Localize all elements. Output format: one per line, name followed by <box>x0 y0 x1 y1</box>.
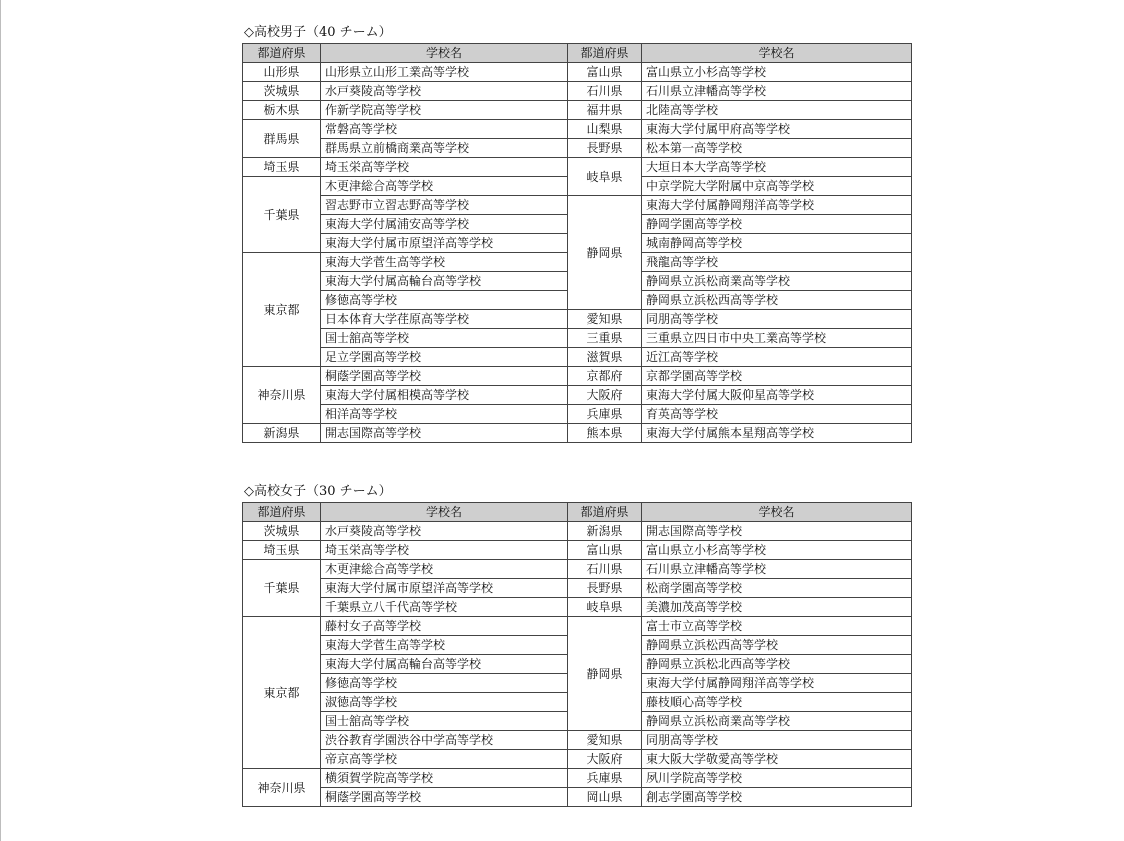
section-title-boys: ◇高校男子（40 チーム） <box>244 25 392 40</box>
table-row <box>243 731 912 750</box>
table-row <box>243 158 912 177</box>
school-cell: 富士市立高等学校 <box>642 617 912 636</box>
prefecture-cell: 神奈川県 <box>243 769 321 807</box>
school-cell: 藤村女子高等学校 <box>321 617 568 636</box>
page-edge-line <box>0 0 1 841</box>
school-cell: 東海大学菅生高等学校 <box>321 636 568 655</box>
school-cell: 静岡県立浜松西高等学校 <box>642 291 912 310</box>
school-cell: 開志国際高等学校 <box>642 522 912 541</box>
table-row <box>243 101 912 120</box>
prefecture-cell: 神奈川県 <box>243 367 321 424</box>
table-row <box>243 139 912 158</box>
school-cell: 東海大学付属高輪台高等学校 <box>321 272 568 291</box>
school-cell: 日本体育大学荏原高等学校 <box>321 310 568 329</box>
school-cell: 東海大学菅生高等学校 <box>321 253 568 272</box>
prefecture-cell: 東京都 <box>243 617 321 769</box>
school-cell: 山形県立山形工業高等学校 <box>321 63 568 82</box>
header-prefecture: 都道府県 <box>568 503 642 522</box>
table-row <box>243 788 912 807</box>
boys-section <box>242 25 911 443</box>
header-school: 学校名 <box>642 503 912 522</box>
prefecture-cell: 新潟県 <box>243 424 321 443</box>
school-cell: 水戸葵陵高等学校 <box>321 82 568 101</box>
table-row <box>243 769 912 788</box>
school-cell: 静岡学園高等学校 <box>642 215 912 234</box>
prefecture-cell: 石川県 <box>568 82 642 101</box>
section-title-girls: ◇高校女子（30 チーム） <box>244 484 392 499</box>
prefecture-cell: 群馬県 <box>243 120 321 158</box>
school-cell: 京都学園高等学校 <box>642 367 912 386</box>
table-row <box>243 367 912 386</box>
school-cell: 石川県立津幡高等学校 <box>642 82 912 101</box>
school-cell: 群馬県立前橋商業高等学校 <box>321 139 568 158</box>
school-cell: 千葉県立八千代高等学校 <box>321 598 568 617</box>
prefecture-cell: 岐阜県 <box>568 158 642 196</box>
school-cell: 作新学院高等学校 <box>321 101 568 120</box>
prefecture-cell: 静岡県 <box>568 196 642 310</box>
prefecture-cell: 愛知県 <box>568 310 642 329</box>
school-cell: 水戸葵陵高等学校 <box>321 522 568 541</box>
table-row <box>243 329 912 348</box>
prefecture-cell: 山形県 <box>243 63 321 82</box>
prefecture-cell: 千葉県 <box>243 560 321 617</box>
school-cell: 静岡県立浜松北西高等学校 <box>642 655 912 674</box>
school-cell: 東海大学付属大阪仰星高等学校 <box>642 386 912 405</box>
school-cell: 帝京高等学校 <box>321 750 568 769</box>
table-row <box>243 617 912 636</box>
school-cell: 夙川学院高等学校 <box>642 769 912 788</box>
prefecture-cell: 兵庫県 <box>568 405 642 424</box>
table-row <box>243 386 912 405</box>
header-prefecture: 都道府県 <box>568 44 642 63</box>
school-cell: 富山県立小杉高等学校 <box>642 541 912 560</box>
prefecture-cell: 岡山県 <box>568 788 642 807</box>
prefecture-cell: 福井県 <box>568 101 642 120</box>
school-cell: 創志学園高等学校 <box>642 788 912 807</box>
prefecture-cell: 埼玉県 <box>243 158 321 177</box>
prefecture-cell: 富山県 <box>568 541 642 560</box>
school-cell: 桐蔭学園高等学校 <box>321 367 568 386</box>
roster-table-girls <box>242 502 912 807</box>
header-prefecture: 都道府県 <box>243 503 321 522</box>
school-cell: 習志野市立習志野高等学校 <box>321 196 568 215</box>
prefecture-cell: 茨城県 <box>243 522 321 541</box>
school-cell: 美濃加茂高等学校 <box>642 598 912 617</box>
school-cell: 藤枝順心高等学校 <box>642 693 912 712</box>
prefecture-cell: 兵庫県 <box>568 769 642 788</box>
school-cell: 国士舘高等学校 <box>321 712 568 731</box>
table-row <box>243 750 912 769</box>
prefecture-cell: 三重県 <box>568 329 642 348</box>
table-row <box>243 522 912 541</box>
prefecture-cell: 東京都 <box>243 253 321 367</box>
prefecture-cell: 熊本県 <box>568 424 642 443</box>
prefecture-cell: 滋賀県 <box>568 348 642 367</box>
school-cell: 東大阪大学敬愛高等学校 <box>642 750 912 769</box>
table-row <box>243 541 912 560</box>
school-cell: 近江高等学校 <box>642 348 912 367</box>
table-row <box>243 560 912 579</box>
table-row <box>243 63 912 82</box>
roster-table-boys <box>242 43 912 443</box>
table-row <box>243 405 912 424</box>
school-cell: 埼玉栄高等学校 <box>321 158 568 177</box>
table-row <box>243 348 912 367</box>
header-row <box>243 503 912 522</box>
school-cell: 中京学院大学附属中京高等学校 <box>642 177 912 196</box>
prefecture-cell: 山梨県 <box>568 120 642 139</box>
table-row <box>243 579 912 598</box>
school-cell: 育英高等学校 <box>642 405 912 424</box>
school-cell: 石川県立津幡高等学校 <box>642 560 912 579</box>
school-cell: 三重県立四日市中央工業高等学校 <box>642 329 912 348</box>
school-cell: 東海大学付属浦安高等学校 <box>321 215 568 234</box>
table-row <box>243 82 912 101</box>
table-row <box>243 196 912 215</box>
prefecture-cell: 大阪府 <box>568 386 642 405</box>
school-cell: 東海大学付属市原望洋高等学校 <box>321 579 568 598</box>
school-cell: 修徳高等学校 <box>321 291 568 310</box>
school-cell: 開志国際高等学校 <box>321 424 568 443</box>
school-cell: 同朋高等学校 <box>642 731 912 750</box>
school-cell: 国士舘高等学校 <box>321 329 568 348</box>
header-school: 学校名 <box>321 44 568 63</box>
school-cell: 修徳高等学校 <box>321 674 568 693</box>
prefecture-cell: 岐阜県 <box>568 598 642 617</box>
school-cell: 同朋高等学校 <box>642 310 912 329</box>
school-cell: 飛龍高等学校 <box>642 253 912 272</box>
header-prefecture: 都道府県 <box>243 44 321 63</box>
school-cell: 東海大学付属高輪台高等学校 <box>321 655 568 674</box>
school-cell: 相洋高等学校 <box>321 405 568 424</box>
school-cell: 東海大学付属甲府高等学校 <box>642 120 912 139</box>
school-cell: 静岡県立浜松商業高等学校 <box>642 272 912 291</box>
school-cell: 東海大学付属市原望洋高等学校 <box>321 234 568 253</box>
prefecture-cell: 栃木県 <box>243 101 321 120</box>
prefecture-cell: 富山県 <box>568 63 642 82</box>
prefecture-cell: 石川県 <box>568 560 642 579</box>
school-cell: 常磐高等学校 <box>321 120 568 139</box>
prefecture-cell: 新潟県 <box>568 522 642 541</box>
school-cell: 横須賀学院高等学校 <box>321 769 568 788</box>
school-cell: 桐蔭学園高等学校 <box>321 788 568 807</box>
school-cell: 足立学園高等学校 <box>321 348 568 367</box>
girls-section <box>242 484 911 807</box>
prefecture-cell: 愛知県 <box>568 731 642 750</box>
table-row <box>243 120 912 139</box>
prefecture-cell: 茨城県 <box>243 82 321 101</box>
table-row <box>243 424 912 443</box>
school-cell: 城南静岡高等学校 <box>642 234 912 253</box>
prefecture-cell: 京都府 <box>568 367 642 386</box>
header-school: 学校名 <box>321 503 568 522</box>
prefecture-cell: 静岡県 <box>568 617 642 731</box>
prefecture-cell: 長野県 <box>568 139 642 158</box>
school-cell: 渋谷教育学園渋谷中学高等学校 <box>321 731 568 750</box>
header-school: 学校名 <box>642 44 912 63</box>
school-cell: 木更津総合高等学校 <box>321 177 568 196</box>
school-cell: 北陸高等学校 <box>642 101 912 120</box>
school-cell: 静岡県立浜松西高等学校 <box>642 636 912 655</box>
school-cell: 東海大学付属相模高等学校 <box>321 386 568 405</box>
prefecture-cell: 長野県 <box>568 579 642 598</box>
school-cell: 静岡県立浜松商業高等学校 <box>642 712 912 731</box>
table-row <box>243 310 912 329</box>
school-cell: 東海大学付属熊本星翔高等学校 <box>642 424 912 443</box>
header-row <box>243 44 912 63</box>
school-cell: 松本第一高等学校 <box>642 139 912 158</box>
prefecture-cell: 大阪府 <box>568 750 642 769</box>
school-cell: 東海大学付属静岡翔洋高等学校 <box>642 196 912 215</box>
prefecture-cell: 埼玉県 <box>243 541 321 560</box>
school-cell: 東海大学付属静岡翔洋高等学校 <box>642 674 912 693</box>
school-cell: 大垣日本大学高等学校 <box>642 158 912 177</box>
school-cell: 富山県立小杉高等学校 <box>642 63 912 82</box>
school-cell: 淑徳高等学校 <box>321 693 568 712</box>
prefecture-cell: 千葉県 <box>243 177 321 253</box>
school-cell: 埼玉栄高等学校 <box>321 541 568 560</box>
table-row <box>243 598 912 617</box>
school-cell: 木更津総合高等学校 <box>321 560 568 579</box>
school-cell: 松商学園高等学校 <box>642 579 912 598</box>
